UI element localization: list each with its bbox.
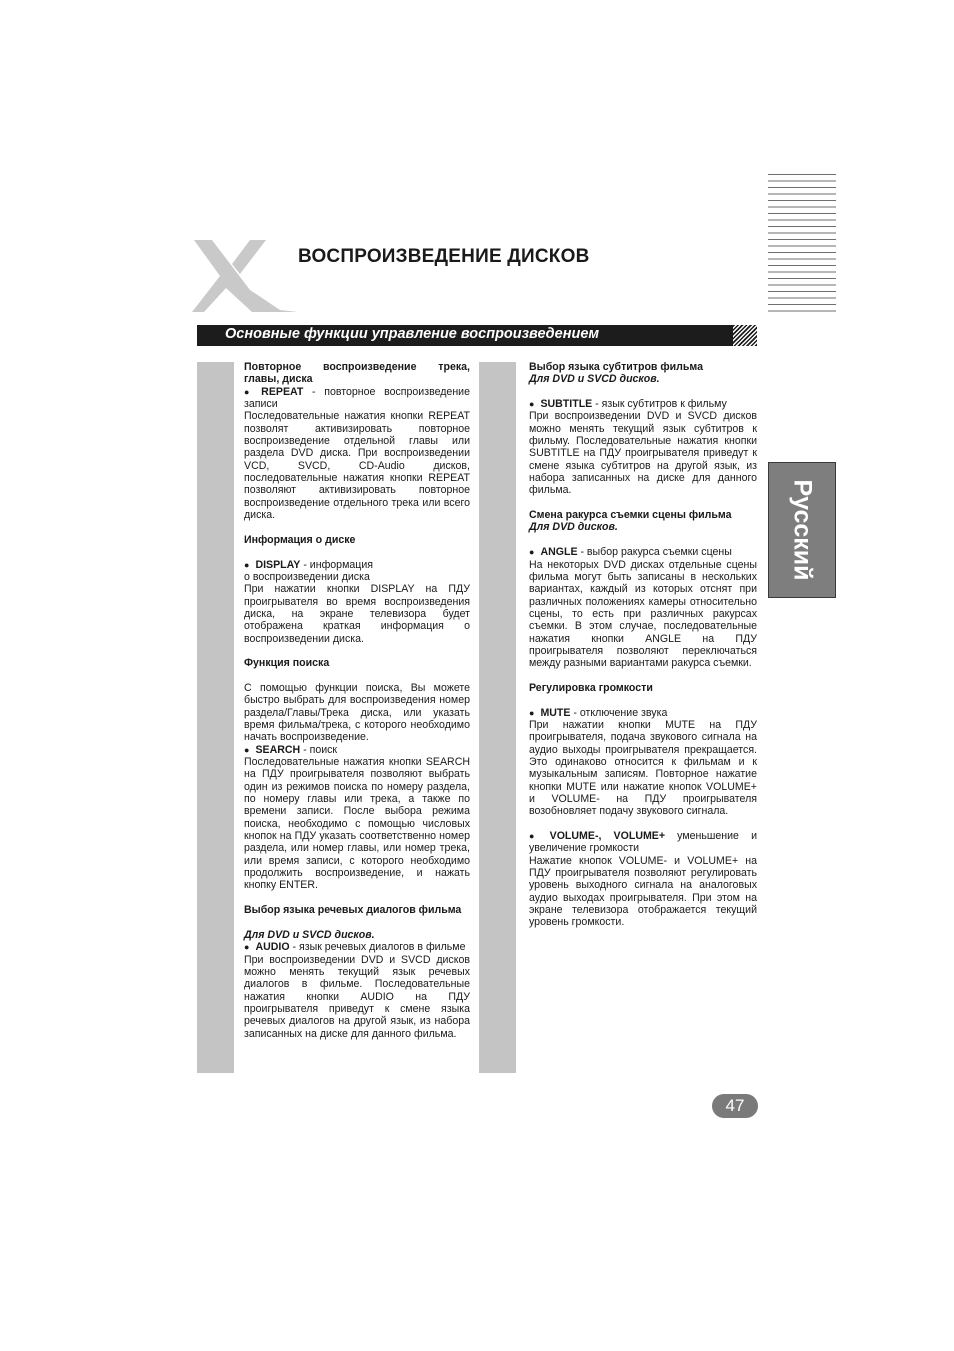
page-title: ВОСПРОИЗВЕДЕНИЕ ДИСКОВ [298,246,590,267]
volume-heading: Регулировка громкости [529,681,653,694]
display-key-desc-2: о воспроизведении диска [244,570,370,583]
audio-heading: Выбор языка речевых диалогов фильма [244,904,462,917]
volume-key: VOLUME-, VOLUME+ [549,830,666,843]
left-side-bar [197,362,234,1073]
mute-key-desc: - отключение звука [570,706,668,719]
volume-key-desc: уменьшение и увеличение громкости [529,830,757,855]
audio-key-desc: - язык речевых диалогов в фильме [289,941,466,954]
repeat-body: Последовательные нажатия кнопки REPEAT позволят активизировать повторное воспроизведение отдельной главы или раздела DVD диска. При воспроизведении VCD, SVCD, CD-Audio дисков, последовательные нажатия кнопки REPEAT позволяют активизировать повторное воспроизведение отдельного трека или всего диска. [244,410,470,522]
audio-body: При воспроизведении DVD и SVCD дисков можно менять текущий язык речевых диалогов в фильме. Последовательные нажатия кнопки AUDIO на ПДУ проигрывателя приведут к смене языка речевых диалогов на другой язык, из набора записанных на диске для данного фильма. [244,953,470,1040]
angle-key: ANGLE [540,546,578,559]
mute-item [529,707,757,719]
repeat-key-desc: - повторное воспроизведение записи [244,385,470,411]
audio-key: AUDIO [255,941,290,954]
angle-heading: Смена ракурса съемки сцены фильма [529,509,732,522]
volume-body: Нажатие кнопок VOLUME- и VOLUME+ на ПДУ проигрывателя позволяют регулировать уровень выходного сигнала на аналоговых аудио выходах проигрывателя. При этом на экране телевизора отображается текущий уровень громкости. [529,854,757,929]
mute-body: При нажатии кнопки MUTE на ПДУ проигрывателя, подача звукового сигнала на аудио выходы проигрывателя прекращается. Это одинаково относится к фильмам и к музыкальным записям. Повторное нажатие кнопки MUTE или нажатие кнопок VOLUME+ и VOLUME- на ПДУ проигрывателя возобновляет подачу звукового сигнала. [529,718,757,818]
middle-side-bar [479,362,516,1073]
left-column [244,361,470,1040]
display-heading: Информация о диске [244,533,356,546]
repeat-heading: Повторное воспроизведение трека, главы, диска [244,361,470,386]
subtitle-key: SUBTITLE [540,398,593,411]
volume-item [529,830,757,855]
page-number: 47 [725,1096,745,1115]
language-tab [768,462,836,598]
audio-subheading: Для DVD и SVCD дисков. [244,928,375,941]
search-intro: С помощью функции поиска, Вы можете быстро выбрать для воспроизведения номер раздела/Главы/Трека диска, или указать время фильма/трека, с которого необходимо начать воспроизведение. [244,681,470,744]
display-item [244,559,470,571]
subtitle-heading: Выбор языка субтитров фильма [529,361,703,373]
display-body: При нажатии кнопки DISPLAY на ПДУ проигрывателя во время воспроизведения диска, на экране телевизора будет отображена краткая информация о воспроизведении диска. [244,583,470,645]
bullet-icon: ● [244,744,250,755]
audio-item [244,941,470,953]
bullet-icon: ● [529,707,535,718]
subtitle-item [529,398,757,410]
bullet-icon: ● [529,399,535,410]
search-heading: Функция поиска [244,657,330,670]
search-item [244,744,470,756]
bullet-icon: ● [529,547,535,558]
subtitle-key-desc: - язык субтитров к фильму [592,398,727,411]
right-column [529,361,757,929]
angle-subheading: Для DVD дисков. [529,521,618,534]
language-tab-label: Русский [788,479,817,581]
search-body: Последовательные нажатия кнопки SEARCH на ПДУ проигрывателя позволяют выбрать один из режимов поиска по номеру раздела, по номеру главы или трека, а также по времени записи. После выбора режима поиска, необходимо с помощью числовых кнопок на ПДУ указать соответственно номер раздела, или номер главы, или номер трека, или время записи, с которого необходимо продолжить воспроизведение, и нажать кнопку ENTER. [244,756,470,892]
angle-key-desc: - выбор ракурса съемки сцены [577,546,732,559]
bullet-icon: ● [244,386,256,397]
search-key-desc: - поиск [300,743,338,756]
mute-key: MUTE [540,706,571,719]
bullet-icon: ● [244,942,250,953]
search-key: SEARCH [255,743,301,756]
repeat-item [244,386,470,411]
display-key: DISPLAY [255,558,301,571]
subtitle-subheading: Для DVD и SVCD дисков. [529,373,660,386]
bullet-icon: ● [244,559,250,570]
section-header-hatch [733,325,757,346]
display-key-desc: - информация [300,558,373,571]
xoro-x-logo-icon [192,238,302,314]
bullet-icon: ● [529,831,544,842]
decorative-stripes [768,174,836,312]
section-title: Основные функции управление воспроизведением [225,326,600,342]
subtitle-body: При воспроизведении DVD и SVCD дисков можно менять текущий язык субтитров к фильму. Последовательные нажатия кнопки SUBTITLE на ПДУ проигрывателя приведут к смене языка субтитров на другой язык, из набора записанных на диске для данного фильма. [529,410,757,497]
angle-body: На некоторых DVD дисках отдельные сцены фильма могут быть записаны в нескольких вариантах, каждый из которых отснят при различных положениях камеры относительно сцены, то есть при различных ракурсах съемки. В этом случае, последовательные нажатия кнопки ANGLE на ПДУ проигрывателя позволяют переключаться между разными вариантами ракурса съемки. [529,558,757,670]
repeat-key: REPEAT [261,385,304,398]
angle-item [529,546,757,558]
